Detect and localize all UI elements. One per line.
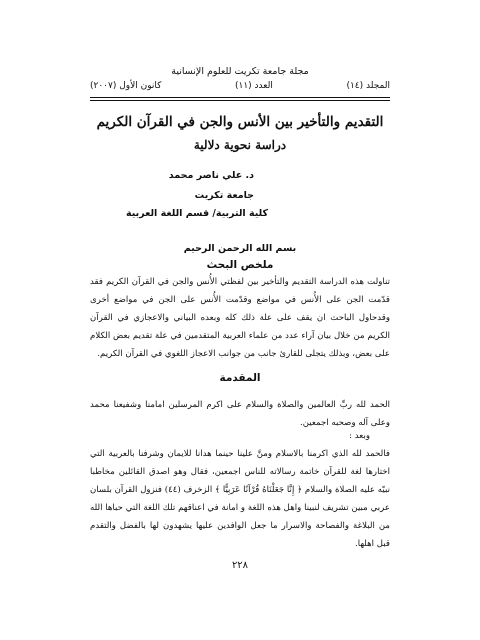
intro-paragraph: الحمد لله ربِّ العالمين والصلاة والسلام على اكرم المرسلين امامنا وشفيعنا محمد وعلى آله وصحبه اجمعين. [90,399,390,428]
transition-phrase: وبعد : [349,431,370,441]
issue-info-row [90,81,390,91]
basmala: بسم الله الرحمن الرحيم [183,243,297,254]
abstract-paragraph: تناولت هذه الدراسة التقديم والتأخير بين لفظتي الأُنس والجن في القرآن الكريم فقد قدّمت الجن على الأُنس في مواضع وقدّمت الأُنس على الجن في مواضع أخرى وقدحاول الباحث ان يقف على علة ذلك كله وبعده البياني والاعجازي في القرآن الكريم من خلال بيان آراء عدد من علماء العربية المتقدمين في علة تقديم بعض الكلام على بعض، وبذلك يتجلى للقارئ جانب من جوانب الاعجاز اللغوي في القرآن الكريم. [90,276,390,359]
intro-heading: المقدمة [219,372,261,384]
author-college: كلية التربية/ قسم اللغة العربية [125,208,268,219]
body-paragraph: فالحمد لله الذي اكرمنا بالاسلام ومنَّ علينا حينما هدانا للايمان وشرفنا بالعربية التي اختارها لغة للقرآن خاتمة رسالاته للناس اجمعين، فقال وهو اصدق القائلين مخاطبا نبيّه عليه الصلاة والسلام ﴿ إِنَّا جَعَلْنَاهُ قُرْآنًا عَرَبِيًّا ﴾ الزخرف (٤٤) فنزول القرآن بلسان عربي مبين تشريف لنبينا واهل هذه اللغة و امانة في اعناقهم تلك اللغة التي حباها الله من البلاغة والفصاحة والاسرار ما جعل الوافدين عليها يشهدون لها بالفضل والتقدم قبل اهلها. [90,448,390,549]
volume-number: المجلد (١٤) [346,81,390,91]
header-rule [90,100,390,101]
article-subtitle: دراسة نحوية دلالية [193,138,287,152]
article-title: التقديم والتأخير بين الأنس والجن في القرآن الكريم [96,114,384,130]
issue-number: العدد (١١) [234,81,273,91]
header-rule [90,97,390,98]
author-university: جامعة تكريت [194,190,254,201]
journal-title: مجلة جامعة تكريت للعلوم الإنسانية [171,66,309,77]
page-number: ٢٢٨ [231,560,249,571]
issue-date: كانون الأول (٢٠٠٧) [90,81,162,91]
author-name: د. علي ناصر محمد [168,170,254,181]
abstract-heading: ملخص البحث [206,259,274,271]
